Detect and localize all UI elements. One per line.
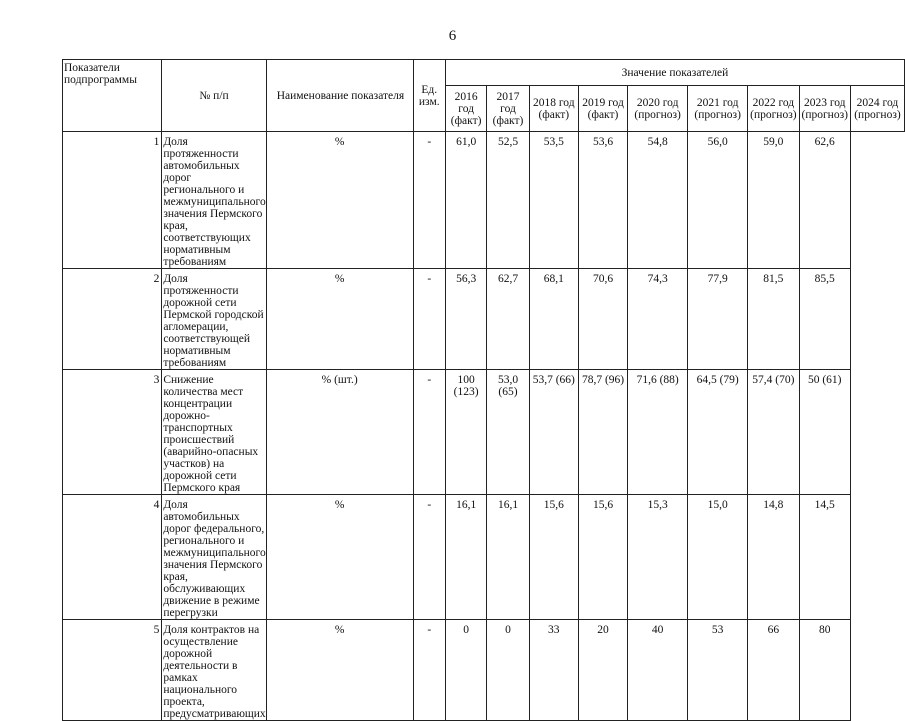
value-2022: 53 bbox=[688, 620, 748, 721]
table-row bbox=[63, 370, 905, 495]
value-2021: 54,8 bbox=[628, 132, 688, 269]
value-2021: 15,3 bbox=[628, 495, 688, 620]
value-2017: 56,3 bbox=[445, 269, 486, 370]
indicators-table bbox=[62, 59, 905, 721]
value-2017: 61,0 bbox=[445, 132, 486, 269]
header-values-group: Значение показателей bbox=[445, 60, 904, 86]
header-year-2024: 2024 год (прогноз) bbox=[850, 86, 904, 132]
value-2022: 64,5 (79) bbox=[688, 370, 748, 495]
value-2023: 57,4 (70) bbox=[748, 370, 799, 495]
row-number: 3 bbox=[63, 370, 162, 495]
value-2022: 15,0 bbox=[688, 495, 748, 620]
indicators-table-wrapper bbox=[62, 59, 905, 721]
value-2017: 16,1 bbox=[445, 495, 486, 620]
value-2023: 81,5 bbox=[748, 269, 799, 370]
header-unit: Ед. изм. bbox=[413, 60, 445, 132]
value-2023: 59,0 bbox=[748, 132, 799, 269]
unit-cell: % bbox=[266, 132, 413, 269]
header-program: Показатели подпрограммы bbox=[63, 60, 162, 132]
value-2016: - bbox=[413, 620, 445, 721]
header-num: № п/п bbox=[162, 60, 266, 132]
value-2018: 16,1 bbox=[487, 495, 529, 620]
header-year-2017: 2017 год (факт) bbox=[487, 86, 529, 132]
value-2019: 15,6 bbox=[529, 495, 578, 620]
value-2024: 14,5 bbox=[799, 495, 850, 620]
value-2020: 78,7 (96) bbox=[578, 370, 627, 495]
value-2024: 80 bbox=[799, 620, 850, 721]
value-2019: 53,7 (66) bbox=[529, 370, 578, 495]
value-2020: 70,6 bbox=[578, 269, 627, 370]
value-2019: 53,5 bbox=[529, 132, 578, 269]
value-2016: - bbox=[413, 495, 445, 620]
value-2018: 53,0 (65) bbox=[487, 370, 529, 495]
value-2020: 15,6 bbox=[578, 495, 627, 620]
unit-cell: % bbox=[266, 269, 413, 370]
header-year-2023: 2023 год (прогноз) bbox=[799, 86, 850, 132]
indicator-name: Снижение количества мест концентрации дорожно-транспортных происшествий (аварийно-опасных участков) на дорожной сети Пермского края bbox=[162, 370, 266, 495]
value-2017: 0 bbox=[445, 620, 486, 721]
value-2022: 77,9 bbox=[688, 269, 748, 370]
row-number: 4 bbox=[63, 495, 162, 620]
table-row bbox=[63, 269, 905, 370]
value-2016: - bbox=[413, 370, 445, 495]
header-year-2020: 2020 год (прогноз) bbox=[628, 86, 688, 132]
header-year-2018: 2018 год (факт) bbox=[529, 86, 578, 132]
table-row bbox=[63, 495, 905, 620]
header-row-group bbox=[63, 60, 905, 86]
header-year-2022: 2022 год (прогноз) bbox=[748, 86, 799, 132]
page-number: 6 bbox=[448, 28, 457, 44]
value-2022: 56,0 bbox=[688, 132, 748, 269]
row-number: 5 bbox=[63, 620, 162, 721]
row-number: 1 bbox=[63, 132, 162, 269]
indicator-name: Доля контрактов на осуществление дорожной деятельности в рамках национального проекта, предусматривающих bbox=[162, 620, 266, 721]
value-2024: 50 (61) bbox=[799, 370, 850, 495]
value-2018: 62,7 bbox=[487, 269, 529, 370]
table-row bbox=[63, 620, 905, 721]
value-2017: 100 (123) bbox=[445, 370, 486, 495]
unit-cell: % (шт.) bbox=[266, 370, 413, 495]
unit-cell: % bbox=[266, 620, 413, 721]
value-2021: 74,3 bbox=[628, 269, 688, 370]
header-year-2021: 2021 год (прогноз) bbox=[688, 86, 748, 132]
value-2016: - bbox=[413, 269, 445, 370]
value-2019: 68,1 bbox=[529, 269, 578, 370]
indicator-name: Доля автомобильных дорог федерального, регионального и межмуниципального значения Пермского края, обслуживающих движение в режиме перегрузки bbox=[162, 495, 266, 620]
value-2023: 66 bbox=[748, 620, 799, 721]
value-2019: 33 bbox=[529, 620, 578, 721]
value-2024: 85,5 bbox=[799, 269, 850, 370]
indicator-name: Доля протяженности дорожной сети Пермской городской агломерации, соответствующей нормативным требованиям bbox=[162, 269, 266, 370]
value-2018: 52,5 bbox=[487, 132, 529, 269]
header-year-2019: 2019 год (факт) bbox=[578, 86, 627, 132]
value-2018: 0 bbox=[487, 620, 529, 721]
value-2021: 71,6 (88) bbox=[628, 370, 688, 495]
table-row bbox=[63, 132, 905, 269]
indicator-name: Доля протяженности автомобильных дорог регионального и межмуниципального значения Пермского края, соответствующих нормативным требованиям bbox=[162, 132, 266, 269]
value-2023: 14,8 bbox=[748, 495, 799, 620]
header-year-2016: 2016 год (факт) bbox=[445, 86, 486, 132]
unit-cell: % bbox=[266, 495, 413, 620]
row-number: 2 bbox=[63, 269, 162, 370]
value-2024: 62,6 bbox=[799, 132, 850, 269]
value-2020: 53,6 bbox=[578, 132, 627, 269]
value-2020: 20 bbox=[578, 620, 627, 721]
value-2016: - bbox=[413, 132, 445, 269]
header-name: Наименование показателя bbox=[266, 60, 413, 132]
value-2021: 40 bbox=[628, 620, 688, 721]
